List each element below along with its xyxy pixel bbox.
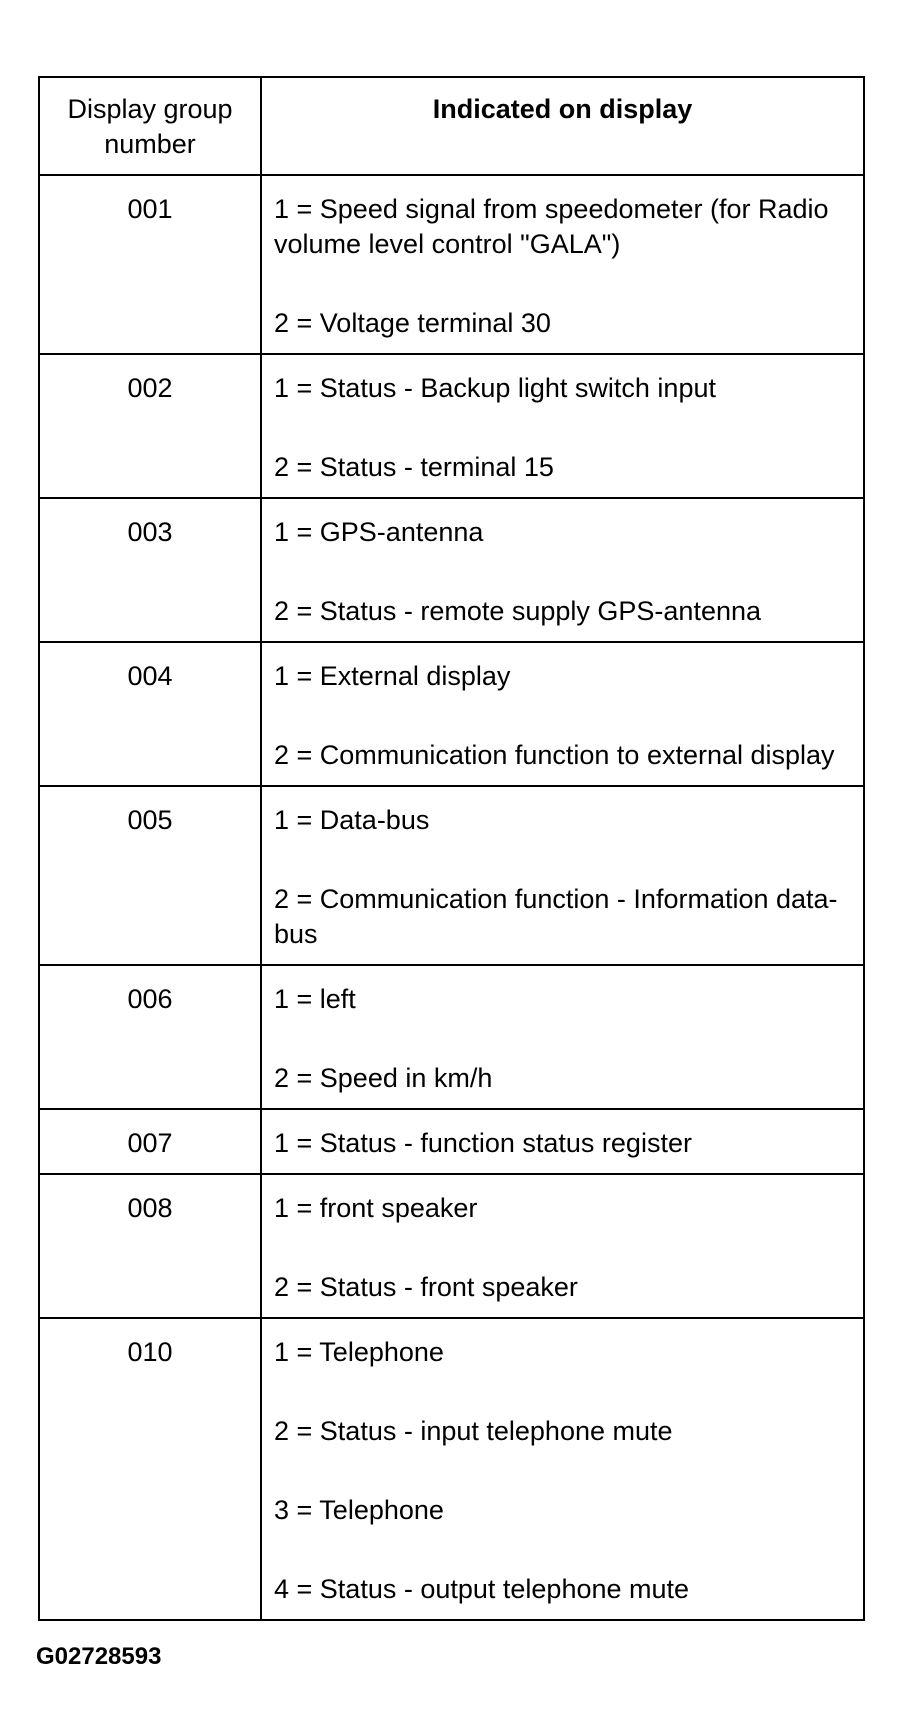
indicated-on-display-cell (261, 498, 864, 642)
display-group-number-cell: 008 (39, 1174, 261, 1318)
header-display-group-number: Display group number (39, 77, 261, 175)
display-field-entry: 2 = Status - remote supply GPS-antenna (274, 596, 762, 626)
display-field-entry: 1 = External display (274, 661, 511, 691)
indicated-on-display-cell (261, 786, 864, 965)
table-row (39, 786, 864, 965)
table-row (39, 175, 864, 354)
figure-id: G02728593 (36, 1643, 162, 1670)
indicated-on-display-cell (261, 965, 864, 1109)
display-field-entry: 3 = Telephone (274, 1495, 444, 1525)
table-body (39, 175, 864, 1620)
display-field-entry: 1 = GPS-antenna (274, 517, 484, 547)
display-field-entry: 1 = Status - function status register (274, 1128, 692, 1158)
display-group-table (38, 76, 865, 1621)
display-group-number-cell: 005 (39, 786, 261, 965)
table-row (39, 965, 864, 1109)
display-field-entry: 2 = Speed in km/h (274, 1063, 493, 1093)
table-row (39, 1318, 864, 1620)
display-field-entry: 4 = Status - output telephone mute (274, 1574, 690, 1604)
display-field-entry: 2 = Communication function - Information data-bus (274, 884, 838, 949)
table-header-row (39, 77, 864, 175)
display-group-number-cell: 003 (39, 498, 261, 642)
display-field-entry: 2 = Communication function to external display (274, 740, 835, 770)
table-row (39, 1174, 864, 1318)
display-field-entry: 2 = Status - terminal 15 (274, 452, 554, 482)
display-field-entry: 1 = Data-bus (274, 805, 430, 835)
display-group-number-cell: 006 (39, 965, 261, 1109)
display-group-number-cell: 007 (39, 1109, 261, 1174)
display-field-entry: 1 = Speed signal from speedometer (for Radio volume level control "GALA") (274, 194, 829, 259)
header-indicated-on-display: Indicated on display (261, 77, 864, 175)
table-row (39, 498, 864, 642)
display-group-number-cell: 010 (39, 1318, 261, 1620)
display-group-number-cell: 002 (39, 354, 261, 498)
display-field-entry: 2 = Voltage terminal 30 (274, 308, 551, 338)
table-row (39, 354, 864, 498)
table-row (39, 1109, 864, 1174)
display-field-entry: 2 = Status - front speaker (274, 1272, 578, 1302)
display-group-number-cell: 001 (39, 175, 261, 354)
indicated-on-display-cell (261, 1318, 864, 1620)
indicated-on-display-cell (261, 1174, 864, 1318)
indicated-on-display-cell (261, 354, 864, 498)
display-field-entry: 1 = Status - Backup light switch input (274, 373, 716, 403)
indicated-on-display-cell (261, 642, 864, 786)
display-field-entry: 1 = front speaker (274, 1193, 478, 1223)
table-row (39, 642, 864, 786)
display-field-entry: 2 = Status - input telephone mute (274, 1416, 673, 1446)
indicated-on-display-cell (261, 1109, 864, 1174)
display-field-entry: 1 = Telephone (274, 1337, 444, 1367)
display-group-number-cell: 004 (39, 642, 261, 786)
indicated-on-display-cell (261, 175, 864, 354)
display-field-entry: 1 = left (274, 984, 356, 1014)
